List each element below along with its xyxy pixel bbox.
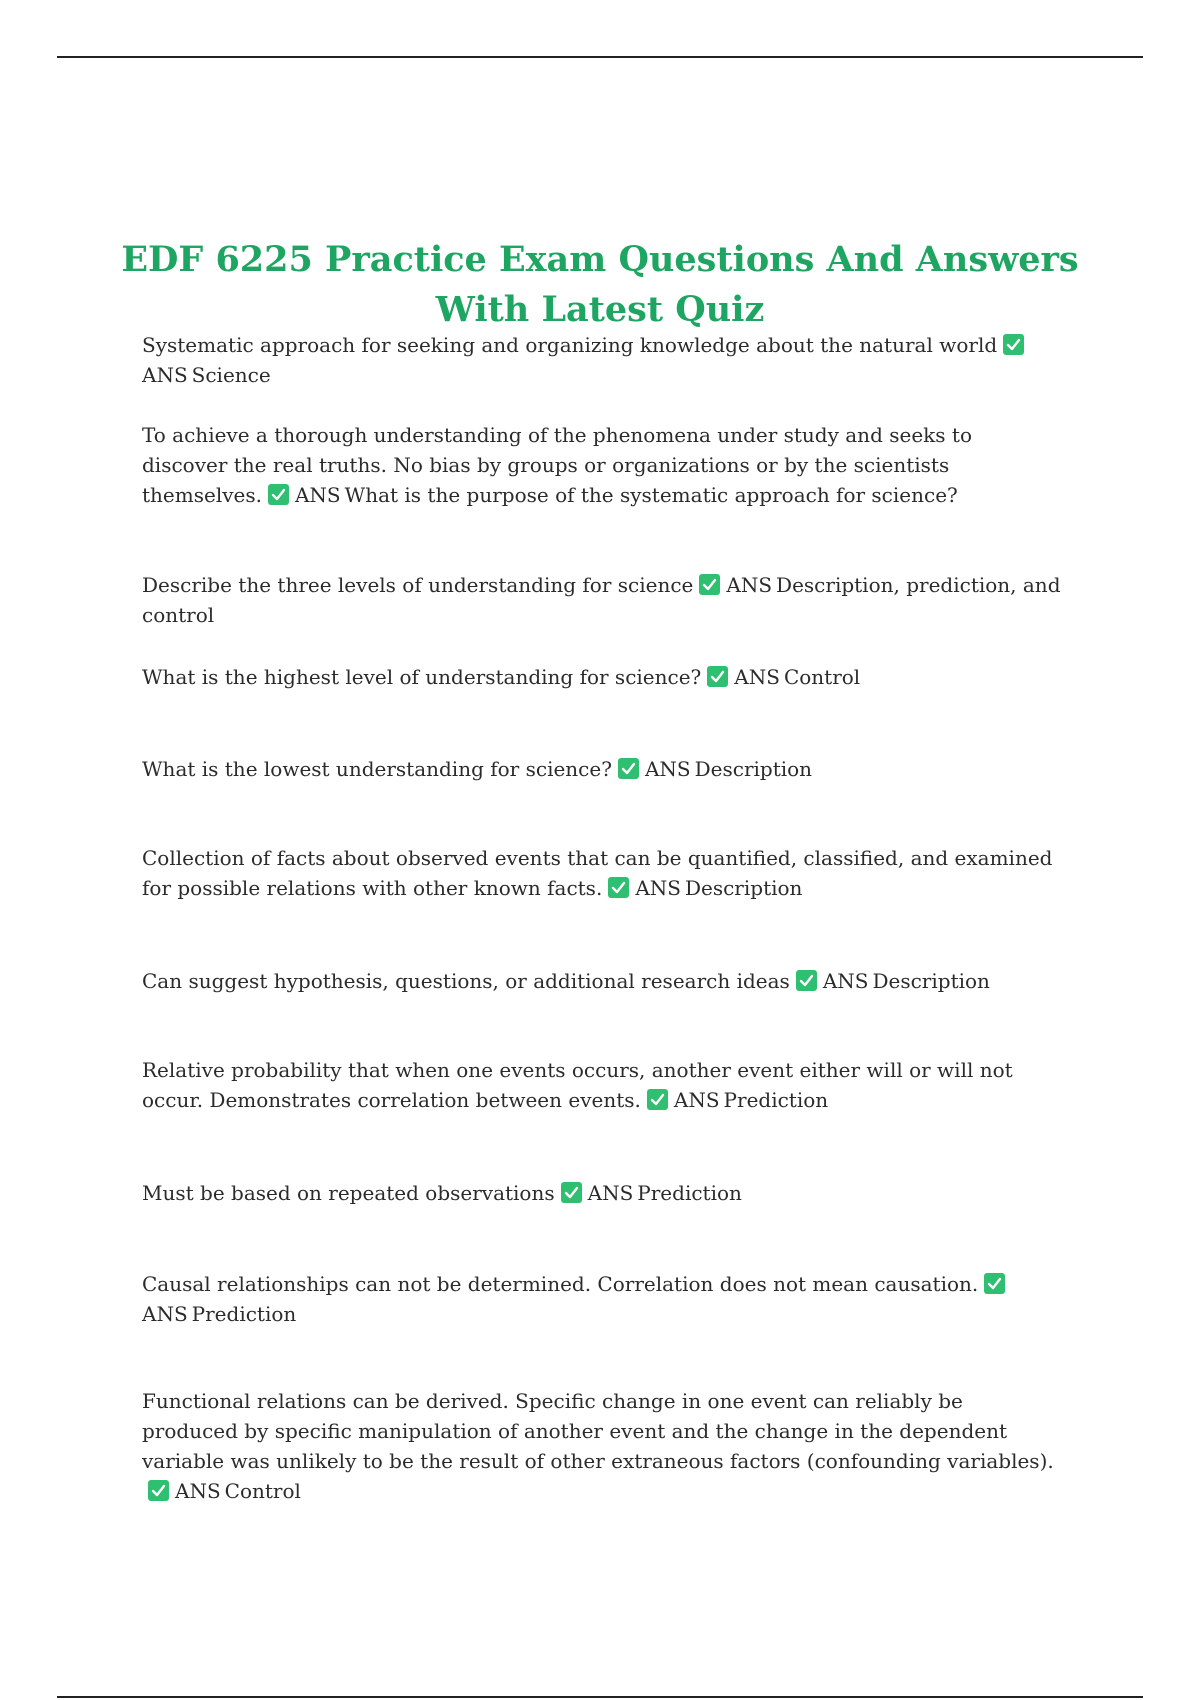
question-text: Can suggest hypothesis, questions, or additional research ideas: [142, 969, 790, 993]
qa-item: [142, 1269, 1062, 1329]
answer-marker: ANS: [822, 969, 869, 993]
answer-marker: ANS: [644, 757, 691, 781]
qa-item: [142, 1055, 1062, 1115]
answer-marker: ANS: [734, 665, 780, 689]
question-text: Functional relations can be derived. Specific change in one event can reliably be produced by specific manipulation of another event and the change in the dependent variable was unlikely to be the result of other extraneous factors (confounding variables).: [142, 1389, 1054, 1473]
title-line-2: With Latest Quiz: [435, 289, 765, 331]
answer-text: Prediction: [637, 1181, 742, 1205]
qa-item: [142, 330, 1062, 390]
qa-item: [142, 570, 1062, 630]
answer-marker: ANS: [673, 1088, 720, 1112]
answer-text: Description, prediction, and control: [142, 573, 1061, 627]
answer-text: Description: [872, 969, 990, 993]
answer-marker: ANS: [142, 1302, 188, 1326]
qa-item: [142, 1386, 1062, 1506]
checkmark-icon: [699, 574, 720, 595]
question-text: Describe the three levels of understanding for science: [142, 573, 694, 597]
answer-marker: ANS: [635, 876, 681, 900]
answer-marker: ANS: [294, 483, 341, 507]
answer-text: Prediction: [723, 1088, 829, 1112]
qa-item: [142, 843, 1062, 903]
answer-text: Science: [191, 363, 271, 387]
checkmark-icon: [561, 1182, 582, 1203]
qa-item: [142, 1178, 1062, 1208]
question-text: Causal relationships can not be determined. Correlation does not mean causation.: [142, 1272, 979, 1296]
question-text: Must be based on repeated observations: [142, 1181, 555, 1205]
question-text: What is the lowest understanding for science?: [142, 757, 612, 781]
top-rule: [57, 56, 1143, 58]
checkmark-icon: [1003, 334, 1024, 355]
checkmark-icon: [796, 970, 817, 991]
checkmark-icon: [984, 1273, 1005, 1294]
checkmark-icon: [268, 484, 289, 505]
answer-text: What is the purpose of the systematic approach for science?: [344, 483, 958, 507]
answer-marker: ANS: [175, 1479, 221, 1503]
checkmark-icon: [148, 1480, 169, 1501]
answer-marker: ANS: [142, 363, 188, 387]
qa-item: [142, 966, 1062, 996]
answer-text: Prediction: [191, 1302, 297, 1326]
answer-text: Description: [684, 876, 803, 900]
answer-text: Description: [694, 757, 813, 781]
checkmark-icon: [608, 877, 629, 898]
qa-item: [142, 754, 1062, 784]
bottom-rule: [57, 1696, 1143, 1698]
answer-text: Control: [224, 1479, 301, 1503]
question-text: Collection of facts about observed events that can be quantified, classified, and examined for possible relations with other known facts.: [142, 846, 1053, 900]
checkmark-icon: [647, 1089, 668, 1110]
checkmark-icon: [618, 758, 639, 779]
answer-marker: ANS: [587, 1181, 634, 1205]
question-text: What is the highest level of understanding for science?: [142, 665, 702, 689]
page-title: [100, 235, 1100, 335]
question-text: To achieve a thorough understanding of the phenomena under study and seeks to discover the real truths. No bias by groups or organizations or by the scientists themselves.: [142, 423, 972, 507]
answer-marker: ANS: [726, 573, 773, 597]
question-text: Systematic approach for seeking and organizing knowledge about the natural world: [142, 333, 998, 357]
checkmark-icon: [707, 666, 728, 687]
answer-text: Control: [783, 665, 861, 689]
qa-item: [142, 420, 1062, 510]
title-line-1: EDF 6225 Practice Exam Questions And Answers: [121, 239, 1079, 281]
qa-item: [142, 662, 1062, 692]
question-text: Relative probability that when one events occurs, another event either will or will not occur. Demonstrates correlation between events.: [142, 1058, 1013, 1112]
